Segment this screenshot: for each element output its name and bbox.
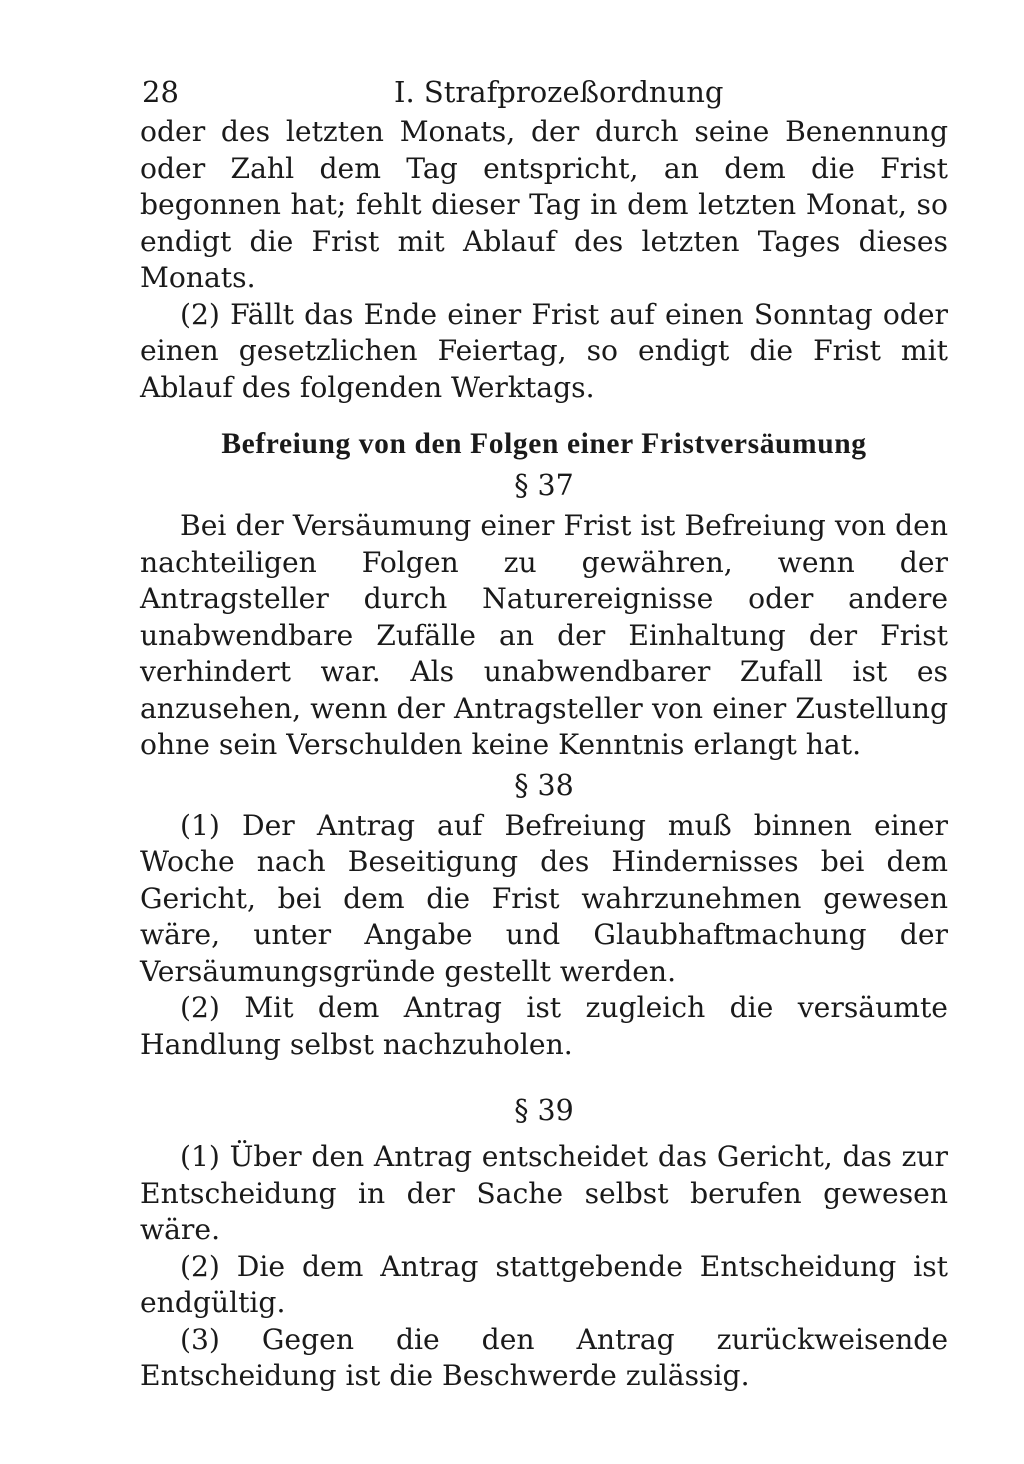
paragraph-39-3: (3) Gegen die den Antrag zurückweisende Entscheidung ist die Beschwerde zulässig. [140, 1322, 948, 1392]
paragraph-37: Bei der Versäumung einer Frist ist Befreiung von den nachteiligen Folgen zu gewähren, wenn der Antragsteller durch Naturereignisse oder andere unabwendbare Zufälle an der Einhaltung der Frist verhindert war. Als unabwendbarer Zufall ist es anzusehen, wenn der Antragsteller von einer Zustellung ohne sein Verschulden keine Kenntnis erlangt hat. [140, 509, 948, 761]
paragraph-36-2: (2) Fällt das Ende einer Frist auf einen Sonntag oder einen gesetzlichen Feiertag, so endigt die Frist mit Ablauf des folgenden Werktags. [140, 297, 948, 404]
running-head [140, 70, 948, 114]
section-mark-37: § 37 [514, 469, 574, 502]
section-mark-39: § 39 [514, 1094, 574, 1127]
paragraph-38-1: (1) Der Antrag auf Befreiung muß binnen einer Woche nach Beseitigung des Hindernisses bei dem Gericht, bei dem die Frist wahrzunehmen gewesen wäre, unter Angabe und Glaubhaftmachung der Versäumungsgründe gestellt werden. [140, 808, 948, 988]
paragraph-39-2: (2) Die dem Antrag stattgebende Entscheidung ist endgültig. [140, 1249, 948, 1319]
section-mark-38: § 38 [514, 768, 574, 802]
paragraph-39-1: (1) Über den Antrag entscheidet das Gericht, das zur Entscheidung in der Sache selbst berufen gewesen wäre. [140, 1140, 948, 1246]
page-number: 28 [142, 75, 179, 109]
paragraph-continuation: oder des letzten Monats, der durch seine Benennung oder Zahl dem Tag entspricht, an dem die Frist begonnen hat; fehlt dieser Tag in dem letzten Monat, so endigt die Frist mit Ablauf des letzten Tages dieses Monats. [140, 115, 948, 294]
book-page [140, 70, 948, 1395]
running-head-title: I. Strafprozeßordnung [394, 75, 724, 109]
paragraph-38-2: (2) Mit dem Antrag ist zugleich die versäumte Handlung selbst nachzuholen. [140, 991, 948, 1061]
section-heading: Befreiung von den Folgen einer Fristversäumung [221, 428, 867, 460]
